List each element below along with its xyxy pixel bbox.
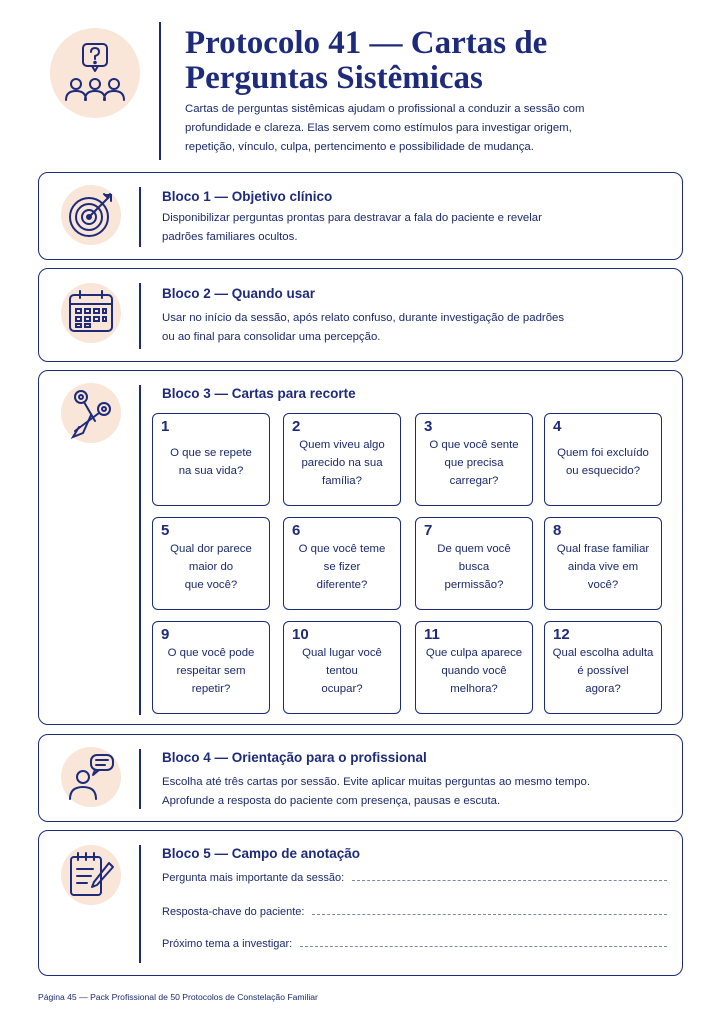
block5-divider	[139, 845, 141, 963]
card-question	[551, 644, 655, 698]
page-footer: Página 45 — Pack Profissional de 50 Protocolos de Constelação Familiar	[38, 992, 318, 1002]
target-icon	[61, 185, 121, 245]
question-card	[415, 413, 533, 506]
card-question-line: ocupar?	[321, 683, 363, 695]
block2-divider	[139, 283, 141, 349]
card-number: 8	[553, 522, 562, 539]
question-card	[544, 621, 662, 714]
block5-icon-circle	[61, 845, 121, 905]
card-question	[422, 436, 526, 490]
note-field[interactable]	[162, 872, 667, 884]
card-number: 11	[424, 626, 440, 643]
card-number: 4	[553, 418, 562, 435]
card-question-line: Qual lugar você	[302, 647, 382, 659]
card-question-line: parecido na sua	[301, 457, 383, 469]
header-divider	[159, 22, 161, 160]
notepad-pen-icon	[61, 845, 121, 905]
card-number: 12	[553, 626, 570, 643]
card-number: 9	[161, 626, 170, 643]
card-question	[290, 436, 394, 490]
block-guidance	[38, 734, 683, 822]
block2-icon-circle	[61, 283, 121, 343]
card-question-line: ou esquecido?	[565, 465, 641, 477]
card-question	[159, 444, 263, 480]
card-question-line: melhora?	[450, 683, 498, 695]
card-question-line: permissão?	[444, 579, 504, 591]
card-question	[422, 540, 526, 594]
card-question-line: tentou	[326, 665, 358, 677]
block-objective	[38, 172, 683, 260]
intro-line: profundidade e clareza. Elas servem como estímulos para investigar origem,	[185, 122, 572, 134]
question-card	[152, 517, 270, 610]
card-question-line: O que você pode	[167, 647, 255, 659]
block1-icon-circle	[61, 185, 121, 245]
card-question-line: ainda vive em	[567, 561, 639, 573]
intro-text	[185, 100, 655, 157]
block2-line: ou ao final para consolidar uma percepção.	[162, 331, 381, 343]
scissors-icon	[61, 383, 121, 443]
question-card	[544, 413, 662, 506]
intro-line: Cartas de perguntas sistêmicas ajudam o profissional a conduzir a sessão com	[185, 103, 585, 115]
card-question-line: Qual frase familiar	[556, 543, 650, 555]
block4-line: Aprofunde a resposta do paciente com presença, pausas e escuta.	[162, 795, 501, 807]
question-card	[415, 621, 533, 714]
card-question-line: você?	[587, 579, 619, 591]
block-when-to-use	[38, 268, 683, 362]
block2-title: Bloco 2 — Quando usar	[162, 286, 316, 301]
card-question-line: O que se repete	[170, 447, 252, 459]
block4-divider	[139, 749, 141, 809]
block3-icon-circle	[61, 383, 121, 443]
note-line[interactable]	[352, 880, 667, 881]
card-question-line: que você?	[184, 579, 238, 591]
question-card	[283, 517, 401, 610]
note-label: Próximo tema a investigar:	[162, 938, 293, 950]
block1-line: Disponibilizar perguntas prontas para destravar a fala do paciente e revelar	[162, 212, 542, 224]
page-title	[185, 26, 685, 96]
card-number: 3	[424, 418, 433, 435]
card-question	[551, 444, 655, 480]
block1-line: padrões familiares ocultos.	[162, 231, 298, 243]
card-question-line: repetir?	[191, 683, 231, 695]
card-question-line: é possível	[577, 665, 629, 677]
block5-title: Bloco 5 — Campo de anotação	[162, 846, 361, 861]
card-number: 6	[292, 522, 301, 539]
card-number: 10	[292, 626, 309, 643]
card-question-line: maior do	[188, 561, 234, 573]
card-number: 7	[424, 522, 433, 539]
question-card	[283, 413, 401, 506]
card-question-line: O que você sente	[429, 439, 519, 451]
card-question-line: agora?	[585, 683, 621, 695]
card-question-line: Quem foi excluído	[557, 447, 649, 459]
card-question	[159, 644, 263, 698]
card-question-line: na sua vida?	[178, 465, 244, 477]
card-question-line: De quem você	[437, 543, 511, 555]
card-number: 1	[161, 418, 170, 435]
block1-title: Bloco 1 — Objetivo clínico	[162, 189, 333, 204]
intro-line: repetição, vínculo, culpa, pertencimento e possibilidade de mudança.	[185, 141, 534, 153]
card-question-line: quando você	[441, 665, 507, 677]
title-line-2: Perguntas Sistêmicas	[185, 60, 483, 96]
card-question	[290, 644, 394, 698]
card-question-line: Qual dor parece	[170, 543, 252, 555]
card-question	[422, 644, 526, 698]
block4-icon-circle	[61, 747, 121, 807]
card-number: 5	[161, 522, 170, 539]
title-line-1: Protocolo 41 — Cartas de	[185, 25, 548, 61]
block3-title: Bloco 3 — Cartas para recorte	[162, 386, 356, 401]
card-question-line: carregar?	[449, 475, 499, 487]
card-question-line: família?	[322, 475, 362, 487]
calendar-icon	[61, 283, 121, 343]
question-card	[283, 621, 401, 714]
block4-title: Bloco 4 — Orientação para o profissional	[162, 750, 427, 765]
block2-text	[162, 309, 652, 347]
note-field[interactable]	[162, 906, 667, 918]
card-question-line: se fizer	[323, 561, 361, 573]
note-label: Pergunta mais importante da sessão:	[162, 872, 345, 884]
card-question-line: que precisa	[444, 457, 504, 469]
group-question-icon	[58, 38, 132, 112]
card-question-line: busca	[458, 561, 490, 573]
block2-line: Usar no início da sessão, após relato confuso, durante investigação de padrões	[162, 312, 565, 324]
card-question	[551, 540, 655, 594]
note-label: Resposta-chave do paciente:	[162, 906, 305, 918]
card-question-line: Que culpa aparece	[425, 647, 523, 659]
block4-text	[162, 773, 662, 811]
card-question	[159, 540, 263, 594]
block1-text	[162, 209, 652, 247]
note-line[interactable]	[300, 946, 667, 947]
card-question-line: O que você teme	[298, 543, 386, 555]
block4-line: Escolha até três cartas por sessão. Evite aplicar muitas perguntas ao mesmo tempo.	[162, 776, 590, 788]
question-card	[152, 413, 270, 506]
question-card	[544, 517, 662, 610]
card-number: 2	[292, 418, 301, 435]
block-cards	[38, 370, 683, 725]
card-question-line: Quem viveu algo	[299, 439, 385, 451]
block3-divider	[139, 385, 141, 715]
question-card	[152, 621, 270, 714]
card-question-line: respeitar sem	[176, 665, 246, 677]
note-field[interactable]	[162, 938, 667, 950]
page-header	[0, 0, 724, 170]
question-card	[415, 517, 533, 610]
card-question-line: Qual escolha adulta	[552, 647, 654, 659]
note-line[interactable]	[312, 914, 667, 915]
card-question	[290, 540, 394, 594]
header-icon-circle	[50, 28, 140, 118]
speaking-person-icon	[61, 747, 121, 807]
card-question-line: diferente?	[316, 579, 368, 591]
block-notes	[38, 830, 683, 976]
block1-divider	[139, 187, 141, 247]
